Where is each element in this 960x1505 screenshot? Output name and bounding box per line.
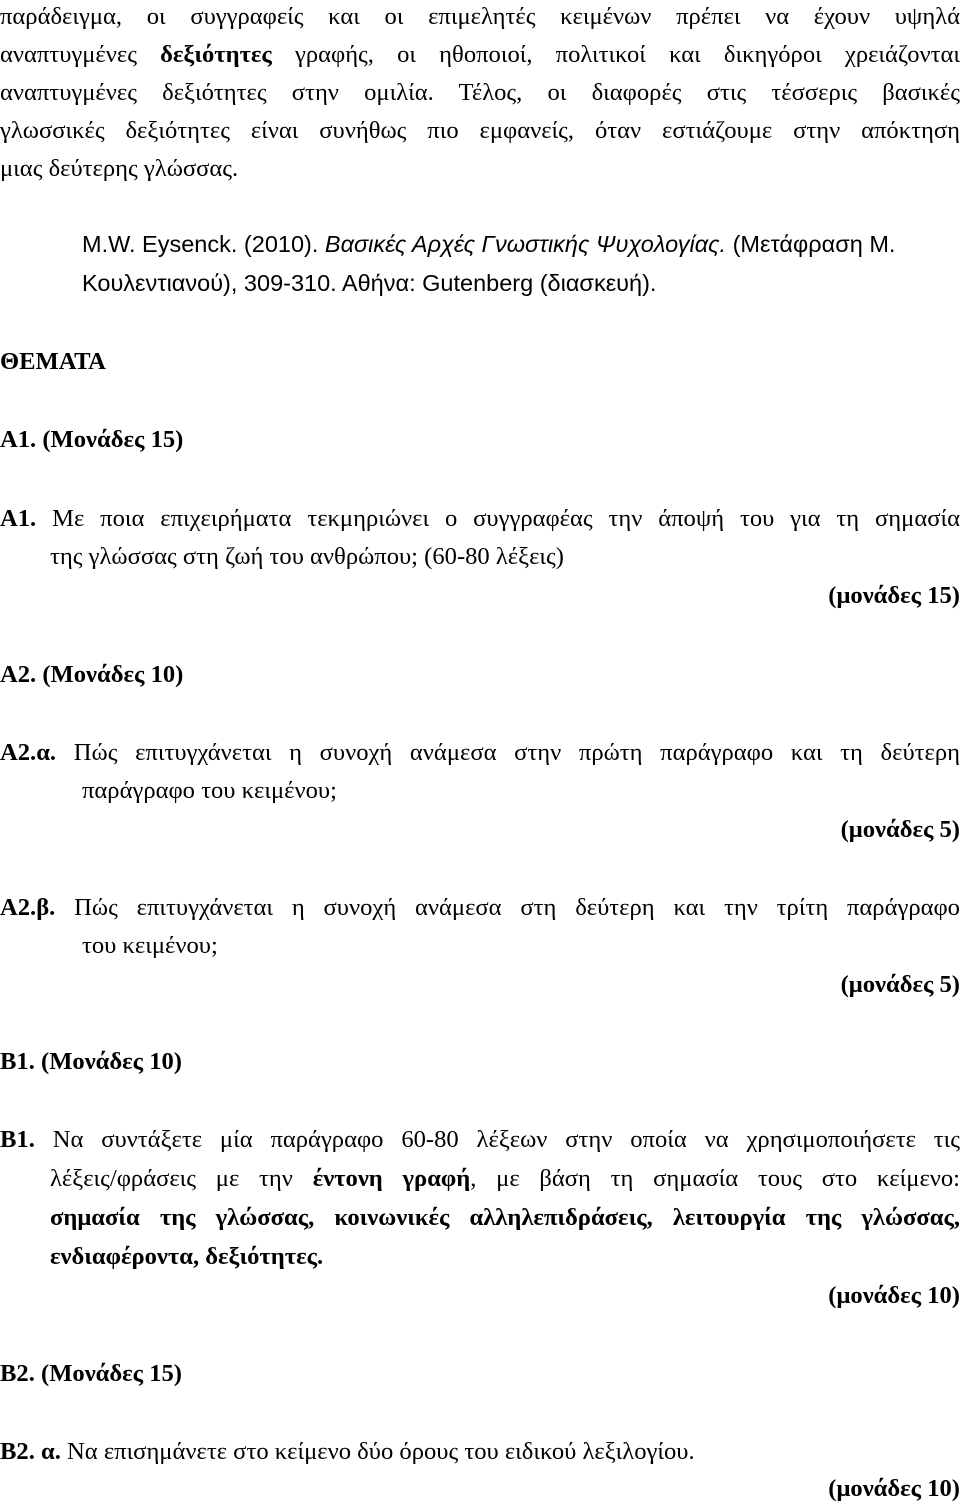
reference-title: Βασικές Αρχές Γνωστικής Ψυχολογίας. — [324, 231, 727, 257]
b1-question-text: λέξεις/φράσεις με την — [50, 1165, 293, 1192]
b2-header — [0, 1360, 960, 1388]
b1-question-line-3 — [50, 1204, 960, 1232]
a2b-points — [0, 971, 960, 999]
b2-label: Β2. α. — [0, 1438, 61, 1465]
a1-points — [0, 582, 960, 610]
a1-points-text: (μονάδες 15) — [828, 582, 960, 609]
b2-points — [0, 1475, 960, 1503]
reference-translation: (Μετάφραση Μ. — [732, 231, 896, 257]
a2b-question-line-1 — [0, 894, 960, 922]
a2-header — [0, 661, 960, 689]
b1-question-text: Να συντάξετε μία παράγραφο 60-80 λέξεων στην οποία να χρησιμοποιήσετε τις — [52, 1126, 960, 1153]
a2b-question-line-2 — [82, 932, 960, 960]
a2a-label: Α2.α. — [0, 739, 57, 766]
intro-line-5 — [0, 155, 960, 183]
reference-author: M.W. Eysenck. (2010). — [82, 231, 319, 257]
reference-line-1 — [82, 230, 960, 258]
themata-heading: ΘΕΜΑΤΑ — [0, 348, 106, 375]
intro-bold-term: δεξιότητες — [160, 41, 272, 68]
b1-points-text: (μονάδες 10) — [828, 1282, 960, 1309]
a2a-points-text: (μονάδες 5) — [840, 816, 960, 843]
b1-question-line-1 — [0, 1126, 960, 1154]
b1-points — [0, 1282, 960, 1310]
b1-label: Β1. — [0, 1126, 35, 1153]
intro-line-2 — [0, 41, 960, 69]
a2a-question-text: Πώς επιτυγχάνεται η συνοχή ανάμεσα στην πρώτη παράγραφο και τη δεύτερη — [73, 739, 960, 766]
intro-text: αναπτυγμένες — [0, 41, 137, 68]
a1-header-text: Α1. (Μονάδες 15) — [0, 426, 184, 453]
b1-header-text: Β1. (Μονάδες 10) — [0, 1048, 182, 1075]
b1-question-line-4 — [50, 1243, 960, 1271]
a1-header — [0, 426, 960, 454]
intro-text: γραφής, οι ηθοποιοί, πολιτικοί και δικηγόροι χρειάζονται — [294, 41, 960, 68]
intro-text: αναπτυγμένες δεξιότητες στην ομιλία. Τέλος, οι διαφορές στις τέσσερις βασικές — [0, 79, 960, 106]
a2a-question-text: παράγραφο του κειμένου; — [82, 777, 337, 804]
a1-question-line-1 — [0, 505, 960, 533]
intro-text: παράδειγμα, οι συγγραφείς και οι επιμελητές κειμένων πρέπει να έχουν υψηλά — [0, 3, 960, 30]
a2a-question-line-2 — [82, 777, 960, 805]
reference-line-2 — [82, 269, 960, 297]
a2b-question-text: του κειμένου; — [82, 932, 218, 959]
b2-question-line-1 — [0, 1438, 960, 1466]
b1-terms-list: ενδιαφέροντα, δεξιότητες. — [50, 1243, 324, 1270]
b2-header-text: Β2. (Μονάδες 15) — [0, 1360, 182, 1387]
a1-question-line-2 — [50, 543, 960, 571]
b2-question-text: Να επισημάνετε στο κείμενο δύο όρους του ειδικού λεξιλογίου. — [67, 1438, 695, 1465]
reference-publisher: Κουλεντιανού), 309-310. Αθήνα: Gutenberg (διασκευή). — [82, 270, 657, 296]
b1-question-line-2 — [50, 1165, 960, 1193]
a1-label: Α1. — [0, 505, 37, 532]
a2b-question-text: Πώς επιτυγχάνεται η συνοχή ανάμεσα στη δεύτερη και την τρίτη παράγραφο — [74, 894, 960, 921]
a2b-points-text: (μονάδες 5) — [840, 971, 960, 998]
a1-question-text: Με ποια επιχειρήματα τεκμηριώνει ο συγγραφέας την άποψή του για τη σημασία — [52, 505, 960, 532]
b1-question-text: , με βάση τη σημασία τους στο κείμενο: — [470, 1165, 960, 1192]
intro-line-4 — [0, 117, 960, 145]
b1-terms-list: σημασία της γλώσσας, κοινωνικές αλληλεπιδράσεις, λειτουργία της γλώσσας, — [50, 1204, 960, 1231]
section-heading — [0, 348, 960, 376]
intro-text: μιας δεύτερης γλώσσας. — [0, 155, 239, 182]
intro-line-3 — [0, 79, 960, 107]
a2a-question-line-1 — [0, 739, 960, 767]
a1-question-text: της γλώσσας στη ζωή του ανθρώπου; (60-80 λέξεις) — [50, 543, 564, 570]
b1-bold-phrase: έντονη γραφή — [312, 1165, 471, 1192]
a2b-label: Α2.β. — [0, 894, 56, 921]
b1-header — [0, 1048, 960, 1076]
intro-text: γλωσσικές δεξιότητες είναι συνήθως πιο εμφανείς, όταν εστιάζουμε στην απόκτηση — [0, 117, 960, 144]
b2-points-text: (μονάδες 10) — [828, 1475, 960, 1502]
intro-line-1 — [0, 3, 960, 31]
a2a-points — [0, 816, 960, 844]
a2-header-text: Α2. (Μονάδες 10) — [0, 661, 184, 688]
